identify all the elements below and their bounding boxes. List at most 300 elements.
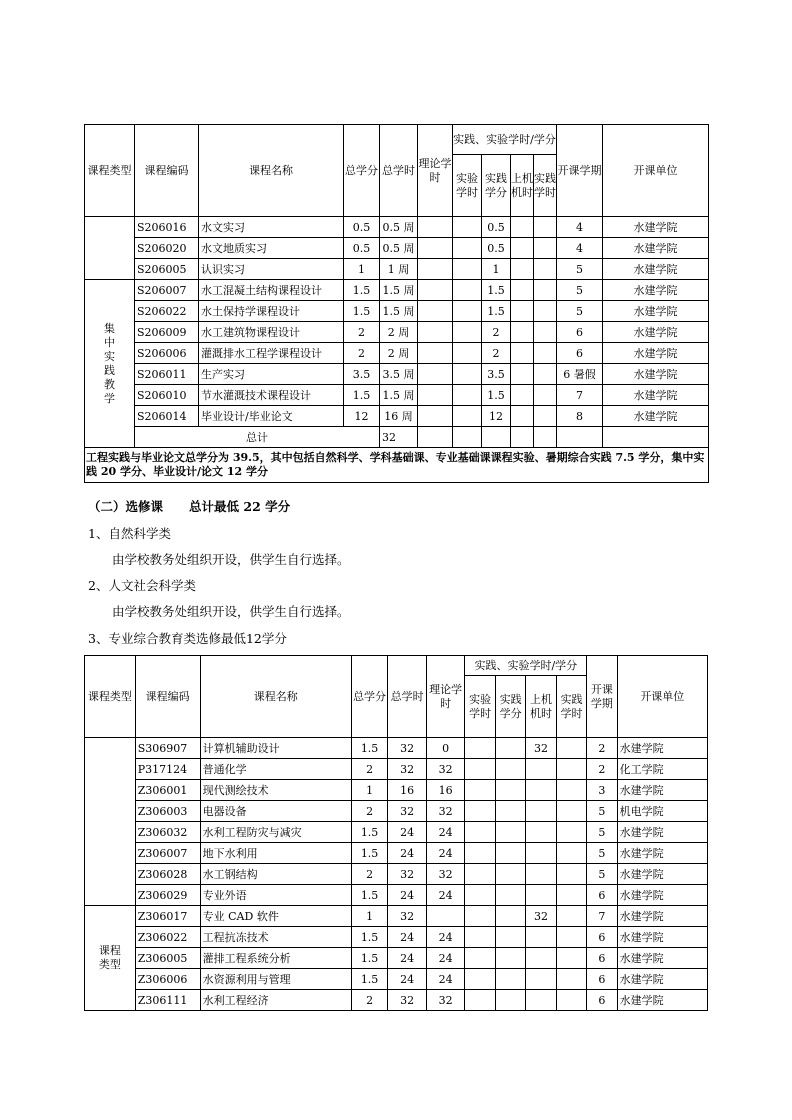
course-code: Z306028 [135,864,200,885]
header-theory-hours: 理论学时 [426,656,465,738]
practice-hours [556,969,586,990]
unit: 水建学院 [603,238,709,259]
header-practice-hours: 实践学时 [556,676,586,738]
lab [453,259,482,280]
lab [453,364,482,385]
credits: 2 [344,322,380,343]
course-code: Z306006 [135,969,200,990]
course-name: 专业外语 [200,885,351,906]
practice-hours [556,843,586,864]
computer [526,948,556,969]
semester: 5 [587,822,617,843]
lab [465,990,495,1011]
header-practice-credits: 实践学分 [482,155,511,217]
table-row [85,864,708,885]
practice-hours [534,217,557,238]
practice-hours [556,822,586,843]
theory: 32 [426,801,465,822]
course-code: S206011 [135,364,199,385]
total-blank [511,427,534,448]
practice-credits [495,969,525,990]
computer [526,864,556,885]
course-code: S206014 [135,406,199,427]
item-natural-science: 1、自然科学类 [88,526,171,541]
unit: 水建学院 [603,217,709,238]
unit: 水建学院 [617,822,707,843]
header-total-hours: 总学时 [388,656,427,738]
course-code: Z306017 [135,906,200,927]
computer [511,217,534,238]
header-unit: 开课单位 [603,125,709,217]
table-row [85,780,708,801]
practice-hours [556,948,586,969]
course-code: S206007 [135,280,199,301]
practice-credits: 1.5 [482,301,511,322]
lab [453,238,482,259]
theory [418,217,453,238]
practice-hours [556,801,586,822]
total-blank [453,427,482,448]
computer [526,780,556,801]
total-blank [418,427,453,448]
credits: 1.5 [351,927,388,948]
total-label: 总计 [135,427,380,448]
semester: 7 [557,385,603,406]
computer: 32 [526,738,556,759]
credits: 1.5 [351,948,388,969]
table-row [85,927,708,948]
theory [418,301,453,322]
unit: 水建学院 [617,969,707,990]
practice-hours [534,343,557,364]
type-cell-blank [85,738,136,906]
credits: 1.5 [344,280,380,301]
practice-hours [556,780,586,801]
course-name: 普通化学 [200,759,351,780]
theory [418,406,453,427]
lab [453,301,482,322]
practice-hours [534,322,557,343]
lab [453,406,482,427]
unit: 水建学院 [603,301,709,322]
header-course-code: 课程编码 [135,656,200,738]
computer: 32 [526,906,556,927]
header-total-credits: 总学分 [344,125,380,217]
unit: 水建学院 [603,343,709,364]
practice-course-table [84,124,709,483]
semester: 6 [587,969,617,990]
semester: 4 [557,238,603,259]
table-row [85,885,708,906]
item-humanities: 2、人文社会科学类 [88,578,196,593]
header-lab-hours: 实验学时 [453,155,482,217]
hours: 1.5 周 [380,301,418,322]
practice-credits [495,738,525,759]
total-blank [482,427,511,448]
lab [465,759,495,780]
theory [418,322,453,343]
practice-credits [495,990,525,1011]
unit: 水建学院 [617,843,707,864]
theory: 24 [426,822,465,843]
computer [511,343,534,364]
practice-hours [534,280,557,301]
hours: 1.5 周 [380,280,418,301]
hours: 2 周 [380,343,418,364]
course-code: Z306022 [135,927,200,948]
hours: 16 周 [380,406,418,427]
practice-credits [495,864,525,885]
hours: 24 [388,843,427,864]
practice-credits: 1.5 [482,385,511,406]
section-subtitle: 总计最低 22 学分 [189,499,291,514]
semester: 5 [587,801,617,822]
course-code: Z306005 [135,948,200,969]
header-course-type: 课程类型 [85,125,135,217]
credits: 1.5 [351,738,388,759]
course-code: S206022 [135,301,199,322]
header-course-name: 课程名称 [200,656,351,738]
unit: 水建学院 [617,864,707,885]
practice-credits [495,822,525,843]
total-blank [603,427,709,448]
unit: 机电学院 [617,801,707,822]
practice-credits: 1 [482,259,511,280]
lab [465,822,495,843]
course-code: S206016 [135,217,199,238]
practice-credits: 2 [482,322,511,343]
header-lab-hours: 实验学时 [465,676,495,738]
semester: 5 [557,259,603,280]
hours: 3.5 周 [380,364,418,385]
table-row [85,738,708,759]
course-code: S206006 [135,343,199,364]
hours: 24 [388,885,427,906]
course-code: Z306001 [135,780,200,801]
practice-hours [556,990,586,1011]
table-row [85,759,708,780]
practice-hours [556,906,586,927]
unit: 水建学院 [603,364,709,385]
table-row [85,948,708,969]
table-row [85,843,708,864]
lab [465,843,495,864]
practice-credits [495,780,525,801]
header-total-hours: 总学时 [380,125,418,217]
total-blank [534,427,557,448]
hours: 24 [388,969,427,990]
course-name: 水利工程防灾与减灾 [200,822,351,843]
computer [526,885,556,906]
lab [453,322,482,343]
semester: 2 [587,738,617,759]
section-title [88,497,290,515]
practice-credits: 0.5 [482,217,511,238]
practice-credits [495,927,525,948]
theory [418,238,453,259]
credits: 0.5 [344,238,380,259]
table-row [85,906,708,927]
course-name: 水文地质实习 [199,238,344,259]
header-course-type: 课程类型 [85,656,136,738]
semester: 6 [557,343,603,364]
practice-hours [556,885,586,906]
computer [511,301,534,322]
credits: 1 [344,259,380,280]
course-name: 专业 CAD 软件 [200,906,351,927]
theory [418,343,453,364]
practice-credits: 0.5 [482,238,511,259]
hours: 32 [388,759,427,780]
lab [453,385,482,406]
computer [511,385,534,406]
course-name: 电器设备 [200,801,351,822]
computer [526,969,556,990]
credits: 1.5 [351,843,388,864]
course-code: S206020 [135,238,199,259]
practice-credits [495,843,525,864]
course-name: 灌溉排水工程学课程设计 [199,343,344,364]
header-semester: 开课学期 [587,656,617,738]
total-blank [557,427,603,448]
header-practice-group: 实践、实验学时/学分 [453,125,557,155]
practice-credits: 2 [482,343,511,364]
practice-hours [534,301,557,322]
computer [526,990,556,1011]
credits: 2 [351,801,388,822]
course-name: 水文实习 [199,217,344,238]
hours: 32 [388,990,427,1011]
theory: 24 [426,969,465,990]
header-practice-hours: 实践学时 [534,155,557,217]
total-credits: 32 [380,427,418,448]
lab [465,780,495,801]
credits: 3.5 [344,364,380,385]
lab [453,280,482,301]
practice-credits: 1.5 [482,280,511,301]
theory: 24 [426,927,465,948]
course-name: 认识实习 [199,259,344,280]
lab [465,738,495,759]
course-name: 现代测绘技术 [200,780,351,801]
computer [526,822,556,843]
credits: 2 [344,343,380,364]
table-row [85,801,708,822]
hours: 0.5 周 [380,238,418,259]
course-code: S206005 [135,259,199,280]
semester: 7 [587,906,617,927]
course-name: 水工建筑物课程设计 [199,322,344,343]
credits: 1.5 [351,822,388,843]
theory [418,259,453,280]
course-name: 水工混凝土结构课程设计 [199,280,344,301]
theory: 32 [426,990,465,1011]
credit-summary-note: 工程实践与毕业论文总学分为 39.5，其中包括自然科学、学科基础课、专业基础课课程实验、暑期综合实践 7.5 学分，集中实践 20 学分、毕业设计/论文 12 学分 [85,448,709,483]
practice-hours [534,238,557,259]
lab [465,948,495,969]
course-name: 水工钢结构 [200,864,351,885]
item-humanities-text: 由学校教务处组织开设，供学生自行选择。 [112,604,350,619]
unit: 水建学院 [617,990,707,1011]
semester: 6 暑假 [557,364,603,385]
course-name: 计算机辅助设计 [200,738,351,759]
credits: 2 [351,864,388,885]
credits: 1 [351,906,388,927]
lab [465,969,495,990]
hours: 24 [388,822,427,843]
practice-hours [556,738,586,759]
course-name: 节水灌溉技术课程设计 [199,385,344,406]
semester: 2 [587,759,617,780]
theory: 24 [426,843,465,864]
section-title-text: （二）选修课 [88,499,164,514]
computer [511,259,534,280]
computer [511,406,534,427]
computer [511,280,534,301]
hours: 0.5 周 [380,217,418,238]
course-name: 毕业设计/毕业论文 [199,406,344,427]
lab [453,343,482,364]
practice-credits [495,948,525,969]
computer [511,364,534,385]
course-code: Z306032 [135,822,200,843]
unit: 水建学院 [617,948,707,969]
course-name: 灌排工程系统分析 [200,948,351,969]
credits: 12 [344,406,380,427]
theory [426,906,465,927]
semester: 3 [587,780,617,801]
practice-hours [556,759,586,780]
theory [418,364,453,385]
header-course-name: 课程名称 [199,125,344,217]
practice-hours [534,364,557,385]
hours: 1 周 [380,259,418,280]
elective-course-table [84,655,708,1011]
theory [418,280,453,301]
header-computer-hours: 上机机时 [526,676,556,738]
semester: 5 [557,301,603,322]
credits: 0.5 [344,217,380,238]
semester: 5 [587,864,617,885]
item-professional: 3、专业综合教育类选修最低12学分 [88,631,287,646]
unit: 水建学院 [617,780,707,801]
practice-hours [556,927,586,948]
computer [526,843,556,864]
practice-credits: 3.5 [482,364,511,385]
unit: 水建学院 [603,259,709,280]
course-name: 生产实习 [199,364,344,385]
theory: 16 [426,780,465,801]
course-code: Z306007 [135,843,200,864]
course-name: 水利工程经济 [200,990,351,1011]
semester: 5 [557,280,603,301]
practice-hours [534,259,557,280]
semester: 6 [557,322,603,343]
group-label: 课程类型 [85,906,136,1011]
hours: 32 [388,906,427,927]
hours: 24 [388,948,427,969]
credits: 1 [351,780,388,801]
practice-credits [495,759,525,780]
practice-hours [534,385,557,406]
semester: 6 [587,927,617,948]
item-natural-science-text: 由学校教务处组织开设，供学生自行选择。 [112,552,350,567]
unit: 水建学院 [603,385,709,406]
header-total-credits: 总学分 [351,656,388,738]
practice-credits [495,885,525,906]
hours: 32 [388,738,427,759]
computer [511,238,534,259]
semester: 6 [587,885,617,906]
hours: 32 [388,801,427,822]
hours: 1.5 周 [380,385,418,406]
lab [465,927,495,948]
hours: 32 [388,864,427,885]
course-code: Z306003 [135,801,200,822]
theory: 24 [426,948,465,969]
unit: 水建学院 [617,927,707,948]
course-name: 水土保持学课程设计 [199,301,344,322]
semester: 4 [557,217,603,238]
theory: 32 [426,759,465,780]
hours: 24 [388,927,427,948]
practice-hours [534,406,557,427]
course-code: Z306111 [135,990,200,1011]
credits: 1.5 [351,885,388,906]
table-row [85,990,708,1011]
theory: 0 [426,738,465,759]
lab [465,906,495,927]
lab [453,217,482,238]
unit: 水建学院 [603,322,709,343]
semester: 6 [587,990,617,1011]
theory: 32 [426,864,465,885]
practice-credits: 12 [482,406,511,427]
theory [418,385,453,406]
lab [465,801,495,822]
header-semester: 开课学期 [557,125,603,217]
header-practice-credits: 实践学分 [495,676,525,738]
table-row [85,969,708,990]
semester: 6 [587,948,617,969]
practice-credits [495,801,525,822]
computer [526,927,556,948]
credits: 2 [351,759,388,780]
header-unit: 开课单位 [617,656,707,738]
semester: 8 [557,406,603,427]
header-course-code: 课程编码 [135,125,199,217]
unit: 水建学院 [617,738,707,759]
course-name: 地下水利用 [200,843,351,864]
practice-hours [556,864,586,885]
header-computer-hours: 上机机时 [511,155,534,217]
computer [526,801,556,822]
credits: 1.5 [344,385,380,406]
computer [511,322,534,343]
credits: 1.5 [351,969,388,990]
course-code: P317124 [135,759,200,780]
course-name: 水资源利用与管理 [200,969,351,990]
lab [465,864,495,885]
header-practice-group: 实践、实验学时/学分 [465,656,587,676]
credits: 2 [351,990,388,1011]
semester: 5 [587,843,617,864]
table-row [85,822,708,843]
computer [526,759,556,780]
unit: 化工学院 [617,759,707,780]
course-code: Z306029 [135,885,200,906]
unit: 水建学院 [603,406,709,427]
